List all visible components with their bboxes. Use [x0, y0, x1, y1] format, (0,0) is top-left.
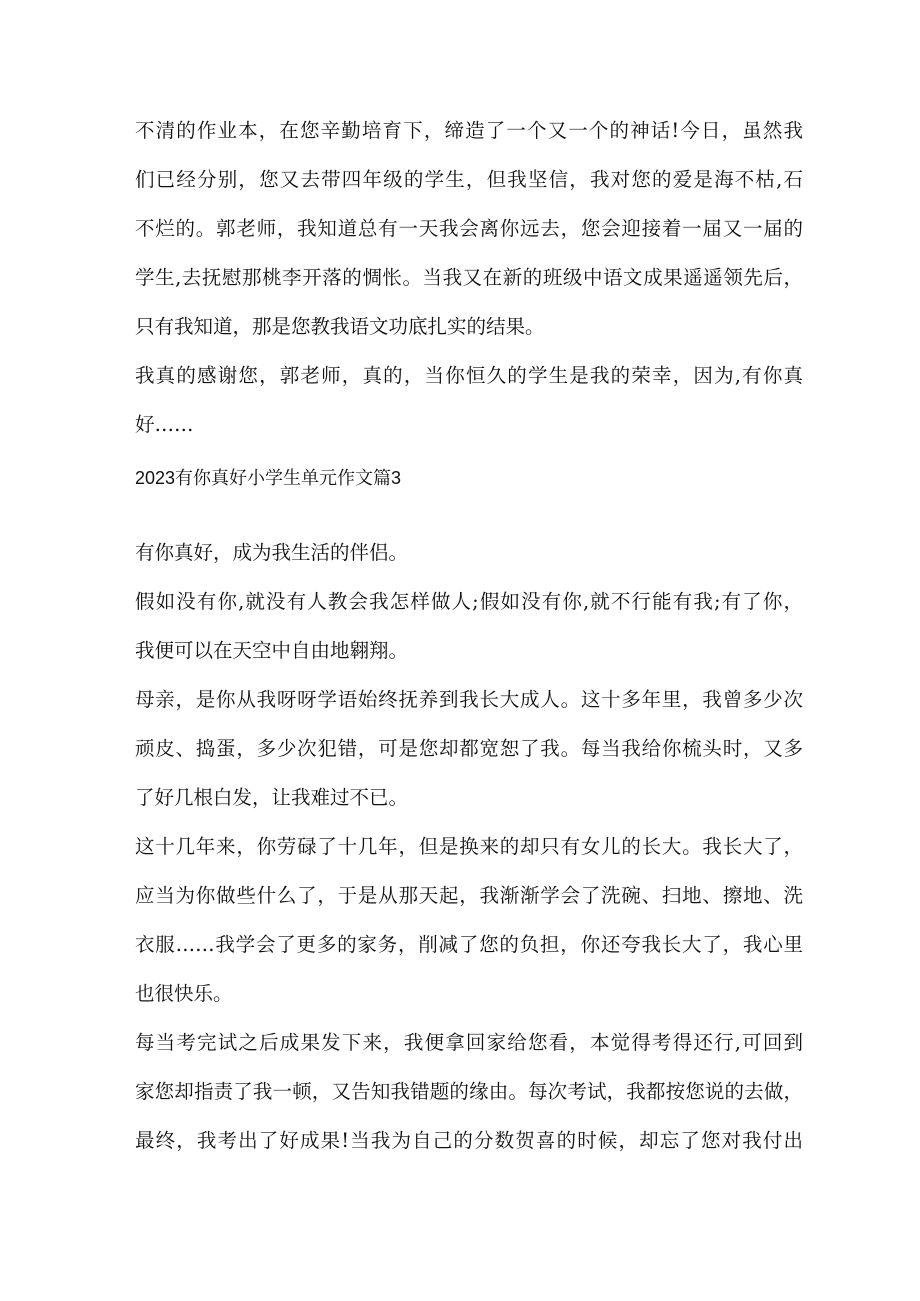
text-line: 不清的作业本，在您辛勤培育下，缔造了一个又一个的神话!今日，虽然我 [135, 119, 803, 142]
text-line: 这十几年来，你劳碌了十几年，但是换来的却只有女儿的长大。我长大了， [135, 835, 803, 858]
paragraph [135, 106, 803, 351]
text-line: 也很快乐。 [135, 982, 233, 1005]
text-line: 只有我知道，那是您教我语文功底扎实的结果。 [135, 315, 545, 338]
section-heading: 2023有你真好小学生单元作文篇3 [135, 468, 402, 488]
text-line: 我真的感谢您，郭老师，真的，当你恒久的学生是我的荣幸，因为,有你真 [135, 364, 803, 387]
text-line: 假如没有你,就没有人教会我怎样做人;假如没有你,就不行能有我;有了你， [135, 590, 803, 613]
text-line: 学生,去抚慰那桃李开落的惆怅。当我又在新的班级中语文成果遥遥领先后， [135, 266, 803, 289]
text-line: 衣服……我学会了更多的家务，削减了您的负担，你还夸我长大了，我心里 [135, 933, 803, 956]
paragraph [135, 1018, 803, 1165]
paragraph [135, 675, 803, 822]
document-page [135, 106, 803, 1165]
paragraph [135, 351, 803, 449]
text-line: 有你真好，成为我生活的伴侣。 [135, 541, 409, 564]
text-line: 最终，我考出了好成果!当我为自己的分数贺喜的时候，却忘了您对我付出 [135, 1129, 803, 1152]
text-line: 应当为你做些什么了，于是从那天起，我渐渐学会了洗碗、扫地、擦地、洗 [135, 884, 803, 907]
text-line: 不烂的。郭老师，我知道总有一天我会离你远去，您会迎接着一届又一届的 [135, 217, 803, 240]
paragraph [135, 577, 803, 675]
text-line: 好…… [135, 413, 194, 436]
text-line: 们已经分别，您又去带四年级的学生，但我坚信，我对您的爱是海不枯,石 [135, 168, 803, 191]
text-line: 了好几根白发，让我难过不已。 [135, 786, 409, 809]
text-line: 我便可以在天空中自由地翱翔。 [135, 639, 409, 662]
paragraph [135, 822, 803, 1018]
text-line: 每当考完试之后成果发下来，我便拿回家给您看，本觉得考得还行,可回到 [135, 1031, 803, 1054]
text-line: 顽皮、捣蛋，多少次犯错，可是您却都宽恕了我。每当我给你梳头时，又多 [135, 737, 803, 760]
paragraph [135, 528, 803, 577]
text-line: 母亲，是你从我呀呀学语始终抚养到我长大成人。这十多年里，我曾多少次 [135, 688, 803, 711]
text-line: 家您却指责了我一顿，又告知我错题的缘由。每次考试，我都按您说的去做， [135, 1080, 803, 1103]
